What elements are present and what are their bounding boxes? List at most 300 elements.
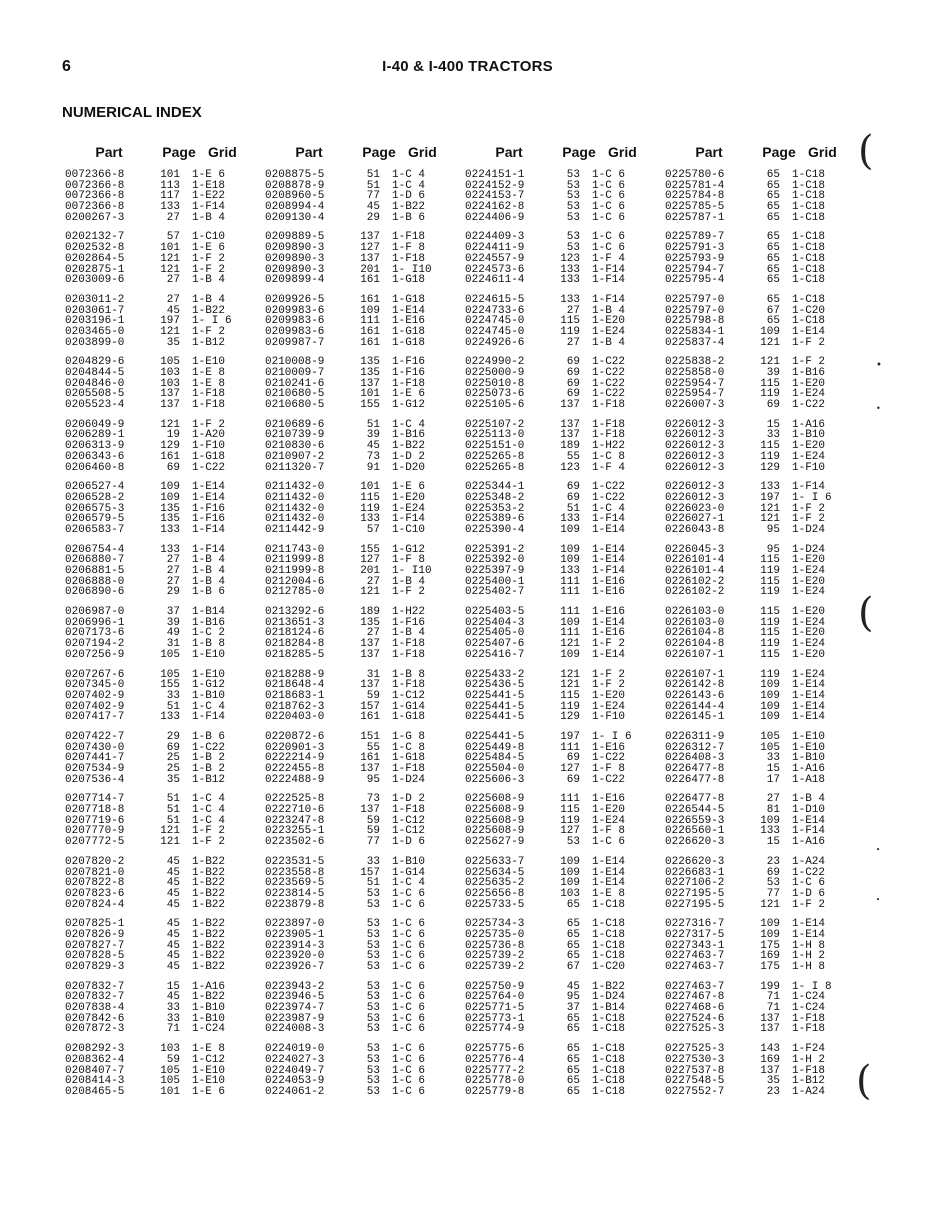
part-number: 0226559-3 [665,814,725,827]
grid-ref: 1-F 2 [592,679,626,692]
grid-ref: 1-C12 [392,825,426,838]
page-ref: 123 [560,252,580,265]
page-ref: 57 [166,231,180,244]
grid-ref: 1-D24 [392,773,426,786]
part-number: 0220872-6 [265,730,325,743]
page-ref: 39 [366,429,380,442]
part-number: 0210008-9 [265,356,325,369]
table-row [662,900,862,911]
grid-ref: 1-E 8 [592,887,626,900]
page-ref: 95 [766,543,780,556]
header-part: Part [295,144,323,160]
page-ref: 65 [566,928,580,941]
grid-ref: 1-F 8 [592,825,626,838]
part-number: 0204829-6 [65,356,125,369]
part-number: 0227468-6 [665,1002,725,1015]
page-ref: 127 [360,554,380,567]
grid-ref: 1-E14 [792,928,826,941]
grid-ref: 1-F16 [392,367,426,379]
grid-ref: 1-C 6 [392,939,426,952]
page-ref: 65 [766,252,780,265]
page-ref: 105 [760,741,780,754]
table-row [262,650,462,661]
part-number: 0225608-9 [465,804,525,817]
part-number: 0207173-6 [65,627,125,640]
part-number: 0206996-1 [65,616,125,629]
table-row [262,837,462,848]
page-ref: 65 [566,898,580,911]
page-ref: 45 [166,877,180,890]
table-row [62,213,262,224]
part-number: 0207827-7 [65,939,125,952]
part-number: 0225775-6 [465,1043,525,1056]
row-group [662,670,862,723]
part-number: 0204846-0 [65,377,125,390]
page-ref: 53 [366,918,380,931]
part-number: 0226145-1 [665,711,725,724]
part-number: 0225777-2 [465,1064,525,1077]
row-group [62,732,262,785]
grid-ref: 1-C 6 [392,918,426,931]
part-number: 0224027-3 [265,1053,325,1066]
table-row [662,650,862,661]
page-ref: 45 [166,939,180,952]
page-ref: 103 [160,1043,180,1056]
part-number: 0218683-1 [265,689,325,702]
table-row [62,857,262,868]
page-ref: 161 [360,752,380,765]
page-ref: 67 [766,304,780,317]
grid-ref: 1- I10 [392,565,432,577]
grid-ref: 1-C 4 [392,877,426,890]
grid-ref: 1-B 4 [192,274,226,287]
part-number: 0210830-6 [265,440,325,453]
grid-ref: 1-C 6 [392,1023,426,1036]
part-number: 0211432-0 [265,513,325,526]
header-grid: Grid [808,144,837,160]
part-number: 0207772-5 [65,836,125,849]
page-ref: 73 [366,793,380,806]
column-header-row [262,143,462,161]
grid-ref: 1-C10 [392,523,426,536]
grid-ref: 1-E 8 [192,1043,226,1056]
header-part: Part [95,144,123,160]
page-ref: 33 [166,1012,180,1025]
grid-ref: 1-C 4 [592,502,626,515]
part-number: 0225837-4 [665,336,725,349]
grid-ref: 1-C24 [792,1002,826,1015]
table-row [462,400,662,411]
part-number: 0225392-0 [465,554,525,567]
part-number: 0211743-0 [265,543,325,556]
grid-ref: 1-F18 [392,252,426,265]
part-number: 0224152-9 [465,179,525,192]
table-row [62,587,262,598]
grid-ref: 1-E14 [792,325,826,338]
page-ref: 27 [566,336,580,349]
row-group [662,170,862,223]
part-number: 0224733-6 [465,304,525,317]
part-number: 0225794-7 [665,263,725,276]
grid-ref: 1-C22 [592,388,626,401]
row-group [262,1044,462,1097]
part-number: 0224053-9 [265,1075,325,1088]
grid-ref: 1-E24 [592,814,626,827]
page-ref: 109 [760,918,780,931]
grid-ref: 1-E16 [592,606,626,619]
page-ref: 115 [360,491,380,504]
page-ref: 39 [166,616,180,629]
page-ref: 135 [360,616,380,629]
part-number: 0225353-2 [465,502,525,515]
row-group [462,982,662,1035]
part-number: 0223920-0 [265,950,325,963]
part-number: 0227106-2 [665,877,725,890]
page-ref: 101 [360,481,380,494]
grid-ref: 1-E 6 [192,1085,226,1098]
page-ref: 115 [760,554,780,567]
grid-ref: 1-A16 [792,763,826,775]
page-ref: 109 [760,679,780,692]
grid-ref: 1-B 6 [192,730,226,743]
part-number: 0227537-8 [665,1064,725,1077]
table-row [662,493,862,504]
grid-ref: 1-B22 [192,887,226,900]
row-group [462,357,662,410]
page-ref: 29 [166,586,180,599]
page-ref: 71 [766,991,780,1004]
page-ref: 27 [166,293,180,306]
page-ref: 201 [360,263,380,276]
grid-ref: 1-B10 [192,689,226,702]
grid-ref: 1-F14 [592,293,626,306]
page-ref: 65 [766,293,780,306]
grid-ref: 1-E 8 [192,367,226,379]
page-ref: 135 [160,513,180,526]
grid-ref: 1-E14 [592,866,626,879]
grid-ref: 1-B12 [792,1075,826,1088]
page-ref: 71 [766,1002,780,1015]
row-group [262,794,462,847]
grid-ref: 1-F18 [792,1023,826,1036]
part-number: 0226104-8 [665,638,725,651]
table-row [262,463,462,474]
grid-ref: 1-C12 [392,689,426,702]
grid-ref: 1-C18 [592,928,626,941]
grid-ref: 1-C18 [792,201,826,214]
part-number: 0203196-1 [65,315,125,328]
page-ref: 109 [560,855,580,868]
grid-ref: 1-C 6 [592,242,626,255]
part-number: 0211442-9 [265,523,325,536]
part-number: 0210739-9 [265,429,325,442]
page-ref: 161 [360,711,380,724]
page-ref: 115 [560,689,580,702]
part-number: 0223879-8 [265,898,325,911]
part-number: 0209983-6 [265,315,325,328]
grid-ref: 1-G14 [392,866,426,879]
page-ref: 109 [560,648,580,661]
part-number: 0207402-9 [65,700,125,713]
page-ref: 65 [766,263,780,276]
grid-ref: 1-E10 [192,668,226,681]
grid-ref: 1-B 4 [192,211,226,224]
grid-ref: 1-C 6 [592,169,626,181]
grid-ref: 1-C18 [592,1064,626,1077]
grid-ref: 1-D 6 [392,836,426,849]
part-number: 0207832-7 [65,980,125,993]
part-number: 0224049-7 [265,1064,325,1077]
page-ref: 121 [760,356,780,369]
part-number: 0225734-3 [465,918,525,931]
grid-ref: 1-C 6 [392,961,426,973]
page-ref: 135 [160,502,180,515]
part-number: 0225608-9 [465,814,525,827]
page-ref: 53 [366,1023,380,1036]
grid-ref: 1-E24 [792,586,826,599]
page-ref: 121 [760,513,780,526]
table-row [662,213,862,224]
page-ref: 45 [166,928,180,941]
grid-ref: 1-H 2 [792,950,826,963]
table-row [462,493,662,504]
grid-ref: 1-B 2 [192,752,226,765]
part-number: 0208878-9 [265,179,325,192]
page-ref: 53 [366,1012,380,1025]
part-number: 0202532-8 [65,242,125,255]
page-ref: 69 [766,866,780,879]
part-number: 0207821-0 [65,866,125,879]
table-row [462,1087,662,1098]
part-number: 0225436-5 [465,679,525,692]
part-number: 0225107-2 [465,418,525,431]
grid-ref: 1-B14 [592,1002,626,1015]
part-number: 0211999-8 [265,565,325,577]
grid-ref: 1-F18 [392,679,426,692]
grid-ref: 1-D20 [392,461,426,474]
part-number: 0072366-8 [65,190,125,203]
page-ref: 103 [560,887,580,900]
page-ref: 33 [166,689,180,702]
grid-ref: 1-C 6 [792,877,826,890]
page-ref: 53 [366,1053,380,1066]
part-number: 0208960-5 [265,190,325,203]
page-ref: 51 [366,179,380,192]
grid-ref: 1- I 6 [792,491,832,504]
table-row [62,712,262,723]
row-group [662,482,862,535]
page-ref: 33 [366,855,380,868]
page-ref: 77 [366,836,380,849]
table-row [462,691,662,702]
row-group [462,482,662,535]
grid-ref: 1-C 6 [392,1053,426,1066]
part-number: 0225344-1 [465,481,525,494]
part-number: 0225265-8 [465,450,525,463]
page-ref: 105 [160,1075,180,1088]
header-page: Page [362,144,396,160]
page-ref: 111 [360,315,380,328]
grid-ref: 1- I 8 [792,980,832,993]
row-group [262,670,462,723]
part-number: 0211432-0 [265,491,325,504]
page-ref: 35 [166,336,180,349]
part-number: 0225778-0 [465,1075,525,1088]
page-ref: 65 [766,315,780,328]
page-ref: 127 [560,825,580,838]
part-number: 0211432-0 [265,481,325,494]
table-row [462,452,662,463]
page-ref: 121 [560,679,580,692]
page-number: 6 [62,58,71,75]
table-row [262,962,462,973]
table-row [662,452,862,463]
grid-ref: 1-G18 [392,752,426,765]
section-title: NUMERICAL INDEX [62,104,202,121]
table-row [62,889,262,900]
part-number: 0225785-5 [665,201,725,214]
part-number: 0227195-5 [665,898,725,911]
page-ref: 127 [360,242,380,255]
page-ref: 137 [160,399,180,412]
part-number: 0223987-9 [265,1012,325,1025]
page-ref: 119 [760,638,780,651]
part-number: 0226477-8 [665,773,725,786]
grid-ref: 1-E22 [192,190,226,203]
part-number: 0226012-3 [665,461,725,474]
part-number: 0225441-5 [465,711,525,724]
page-ref: 119 [760,586,780,599]
part-number: 0223974-7 [265,1002,325,1015]
grid-ref: 1-E10 [192,648,226,661]
part-number: 0210241-6 [265,377,325,390]
grid-ref: 1-C18 [592,1023,626,1036]
part-number: 0206343-6 [65,450,125,463]
grid-ref: 1-E14 [792,711,826,724]
page-ref: 65 [566,1064,580,1077]
grid-ref: 1-E24 [792,668,826,681]
row-group [62,170,262,223]
grid-ref: 1-G14 [392,700,426,713]
grid-ref: 1-A20 [192,429,226,442]
part-number: 0226560-1 [665,825,725,838]
page-ref: 17 [766,773,780,786]
grid-ref: 1-F 2 [392,586,426,599]
grid-ref: 1-G12 [392,543,426,556]
part-number: 0227525-3 [665,1023,725,1036]
grid-ref: 1-H 8 [792,939,826,952]
grid-ref: 1-F 8 [392,242,426,255]
grid-ref: 1-D10 [792,804,826,817]
page-ref: 137 [560,399,580,412]
grid-ref: 1-C 8 [392,741,426,754]
table-row [662,587,862,598]
table-row [662,837,862,848]
part-number: 0225484-5 [465,752,525,765]
row-group [62,232,262,285]
part-number: 0210009-7 [265,367,325,379]
page-ref: 53 [566,836,580,849]
part-number: 0223943-2 [265,980,325,993]
grid-ref: 1-F18 [392,763,426,775]
part-number: 0212004-6 [265,575,325,588]
table-row [262,587,462,598]
page-ref: 53 [566,169,580,181]
table-row [462,775,662,786]
table-row [262,712,462,723]
page-ref: 53 [566,211,580,224]
grid-ref: 1-E24 [592,325,626,338]
grid-ref: 1-C12 [192,1053,226,1066]
page-ref: 111 [560,627,580,640]
table-row [662,1024,862,1035]
part-number: 0225780-6 [665,169,725,181]
part-number: 0207824-4 [65,898,125,911]
table-row [62,962,262,973]
row-group [662,794,862,847]
grid-ref: 1-B22 [392,440,426,453]
page-ref: 33 [166,1002,180,1015]
grid-ref: 1-C 6 [392,1043,426,1056]
grid-ref: 1-C 4 [192,804,226,817]
page-ref: 161 [360,325,380,338]
part-number: 0226544-5 [665,804,725,817]
page-ref: 121 [160,252,180,265]
grid-ref: 1-C18 [792,274,826,287]
page-ref: 53 [366,887,380,900]
table-row [662,1055,862,1066]
grid-ref: 1-E24 [792,638,826,651]
page-ref: 59 [366,689,380,702]
page-ref: 53 [566,201,580,214]
grid-ref: 1-C22 [592,356,626,369]
page-ref: 121 [760,336,780,349]
part-number: 0208414-3 [65,1075,125,1088]
page-ref: 133 [560,274,580,287]
page-ref: 45 [366,440,380,453]
grid-ref: 1-H 2 [792,1053,826,1066]
table-row [662,295,862,306]
page-ref: 53 [366,928,380,941]
page-ref: 65 [566,1023,580,1036]
page-ref: 175 [760,939,780,952]
page-ref: 161 [360,336,380,349]
part-number: 0227463-7 [665,961,725,973]
grid-ref: 1-G18 [392,325,426,338]
grid-ref: 1-H 8 [792,961,826,973]
page-ref: 109 [560,616,580,629]
page-ref: 135 [360,367,380,379]
page-ref: 109 [560,877,580,890]
page-ref: 53 [366,1043,380,1056]
part-number: 0211432-0 [265,502,325,515]
page-ref: 111 [560,741,580,754]
part-number: 0225784-8 [665,190,725,203]
table-row [462,295,662,306]
table-row [262,1055,462,1066]
grid-ref: 1-E16 [392,315,426,328]
part-number: 0225771-5 [465,1002,525,1015]
grid-ref: 1-F18 [592,429,626,442]
part-number: 0226683-1 [665,866,725,879]
grid-ref: 1-F10 [792,461,826,474]
page-ref: 33 [766,429,780,442]
page-ref: 27 [166,211,180,224]
page-ref: 35 [766,1075,780,1088]
part-number: 0226107-1 [665,648,725,661]
row-group [262,420,462,473]
part-number: 0224151-1 [465,169,525,181]
